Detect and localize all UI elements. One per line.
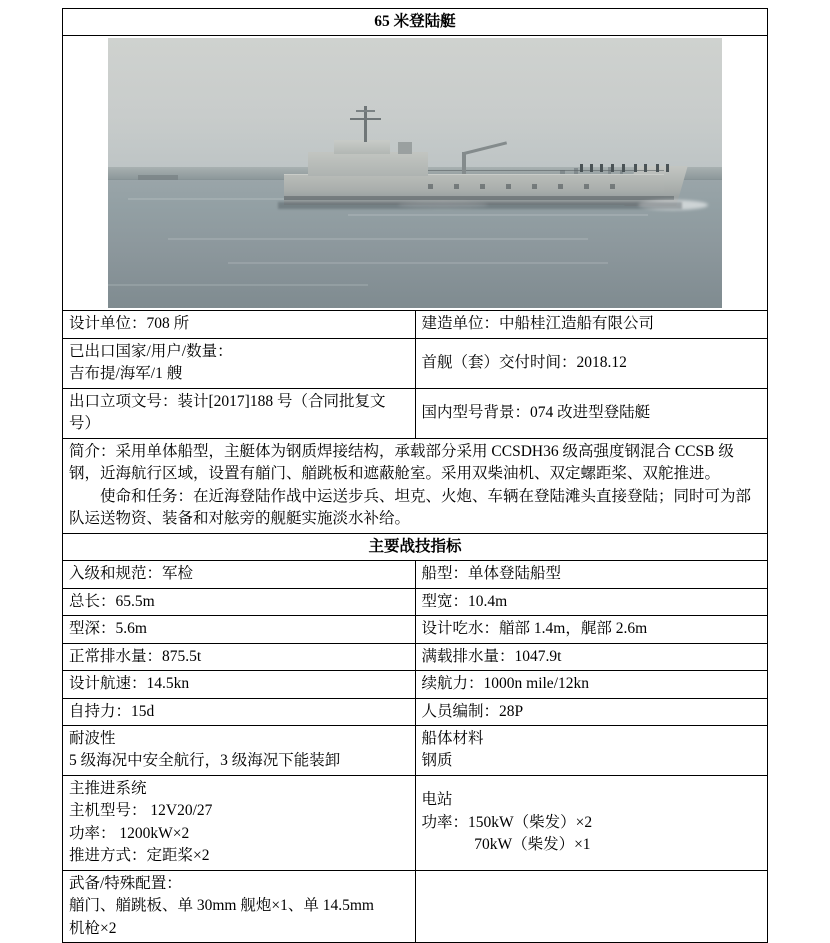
value-export-project-no: 装计[2017]188 号（合同批复文号） (69, 392, 386, 433)
cell-ship-type (415, 561, 768, 588)
crane-post (462, 152, 466, 174)
cell-endurance (415, 671, 768, 698)
value-beam: 10.4m (468, 592, 508, 610)
cell-armament-empty (415, 870, 768, 942)
intro-paragraph-1 (69, 441, 761, 486)
value-propulsion-method: 推进方式：定距桨×2 (69, 847, 210, 865)
label-overall-length: 总长： (69, 592, 116, 610)
label-introduction: 简介： (69, 442, 116, 460)
label-domestic-background: 国内型号背景： (421, 404, 531, 422)
label-design-draft: 设计吃水： (421, 620, 500, 638)
table-row-section-header (63, 533, 768, 560)
cell-export-countries (63, 338, 416, 388)
table-row (63, 616, 768, 643)
waterline-shadow (278, 202, 682, 209)
label-propulsion-system: 主推进系统 (69, 779, 147, 797)
value-design-unit: 708 所 (146, 315, 190, 333)
landing-craft (278, 136, 678, 208)
cell-full-displacement (415, 643, 768, 670)
value-ship-type: 单体登陆船型 (468, 565, 562, 583)
cell-domestic-background (415, 388, 768, 438)
cell-first-delivery (415, 338, 768, 388)
label-hull-material: 船体材料 (421, 729, 484, 747)
value-endurance: 1000n mile/12kn (483, 675, 589, 693)
label-seakeeping: 耐波性 (69, 729, 116, 747)
table-row-project-background (63, 388, 768, 438)
label-complement: 人员编制： (421, 702, 500, 720)
label-full-displacement: 满载排水量： (421, 647, 515, 665)
mast-yard-upper (356, 110, 375, 112)
label-endurance: 续航力： (421, 675, 484, 693)
label-self-sustainability: 自持力： (69, 702, 132, 720)
cell-depth (63, 616, 416, 643)
water-streak (168, 238, 588, 240)
crane-boom (464, 142, 507, 156)
cell-class-standard (63, 561, 416, 588)
value-normal-displacement: 875.5t (162, 647, 202, 665)
value-engine-power: 功率： 1200kW×2 (69, 824, 190, 842)
hull-openings (428, 184, 638, 190)
label-beam: 型宽： (421, 592, 469, 610)
table-row-seakeeping (63, 725, 768, 775)
mast-yard (350, 118, 381, 120)
photo-cell (63, 36, 768, 311)
ship-photo (108, 38, 722, 308)
cell-overall-length (63, 588, 416, 615)
label-export-project-no: 出口立项文号： (69, 392, 178, 410)
table-row-export-delivery (63, 338, 768, 388)
value-depth: 5.6m (115, 620, 147, 638)
label-power-station: 电站 (421, 791, 453, 809)
value-builder-unit: 中船桂江造船有限公司 (499, 315, 655, 333)
cell-complement (415, 698, 768, 725)
water-streak (228, 262, 608, 264)
water-streak (108, 284, 368, 286)
table-row-photo (63, 36, 768, 311)
value-overall-length: 65.5m (115, 592, 155, 610)
label-ship-type: 船型： (421, 565, 469, 583)
value-export-countries: 吉布提/海军/1 艘 (69, 365, 183, 383)
crew-on-deck (578, 164, 674, 174)
table-row-armament (63, 870, 768, 942)
cell-normal-displacement (63, 643, 416, 670)
cell-export-project-no (63, 388, 416, 438)
funnel (398, 142, 412, 154)
label-builder-unit: 建造单位： (421, 315, 500, 333)
label-normal-displacement: 正常排水量： (69, 647, 163, 665)
cell-armament (63, 870, 416, 942)
table-row (63, 588, 768, 615)
intro-text-1: 采用单体船型，主艇体为钢质焊接结构，承载部分采用 CCSDH36 级高强度钢混合 CCSB 级钢，近海航行区域，设置有艏门、艏跳板和遮蔽舱室。采用双柴油机、双定螺距桨、双舵推进。 (69, 442, 734, 483)
table-row (63, 698, 768, 725)
table-row-title (63, 9, 768, 36)
label-depth: 型深： (69, 620, 116, 638)
spec-table (62, 8, 768, 943)
cell-propulsion-system (63, 775, 416, 870)
cell-builder-unit (415, 311, 768, 338)
deckhouse (308, 152, 428, 176)
value-hull-material: 钢质 (421, 752, 453, 770)
value-class-standard: 军检 (162, 565, 194, 583)
table-row (63, 643, 768, 670)
label-armament: 武备/特殊配置： (69, 874, 182, 892)
value-domestic-background: 074 改进型登陆艇 (530, 404, 651, 422)
cell-beam (415, 588, 768, 615)
section-title-main-specs: 主要战技指标 (63, 533, 768, 560)
value-seakeeping: 5 级海况中安全航行，3 级海况下能装卸 (69, 752, 341, 770)
cell-design-draft (415, 616, 768, 643)
value-armament-line-2: 机枪×2 (69, 919, 117, 937)
value-design-draft: 艏部 1.4m，艉部 2.6m (499, 620, 648, 638)
cell-design-unit (63, 311, 416, 338)
value-complement: 28P (499, 702, 524, 720)
label-class-standard: 入级和规范： (69, 565, 163, 583)
cell-design-speed (63, 671, 416, 698)
value-armament-line-1: 艏门、艏跳板、单 30mm 舰炮×1、单 14.5mm (69, 897, 374, 915)
label-design-unit: 设计单位： (69, 315, 147, 333)
value-generator-power-2: 70kW（柴发）×1 (474, 836, 591, 854)
table-row (63, 671, 768, 698)
table-row-intro (63, 438, 768, 533)
table-row-propulsion (63, 775, 768, 870)
water-streak (348, 214, 648, 216)
page-title: 65 米登陆艇 (63, 9, 768, 36)
label-first-delivery: 首舰（套）交付时间： (421, 354, 577, 372)
water-streak (128, 198, 288, 200)
cell-self-sustainability (63, 698, 416, 725)
value-full-displacement: 1047.9t (514, 647, 562, 665)
table-row-design-builder (63, 311, 768, 338)
hull-stripe (284, 196, 674, 200)
cell-seakeeping (63, 725, 416, 775)
label-export-countries: 已出口国家/用户/数量： (69, 342, 233, 360)
cell-introduction (63, 438, 768, 533)
bridge (334, 140, 390, 154)
value-design-speed: 14.5kn (146, 675, 190, 693)
cell-hull-material (415, 725, 768, 775)
value-self-sustainability: 15d (131, 702, 155, 720)
value-first-delivery: 2018.12 (576, 354, 627, 372)
intro-paragraph-2: 使命和任务：在近海登陆作战中运送步兵、坦克、火炮、车辆在登陆滩头直接登陆；同时可为部队运送物资、装备和对舷旁的舰艇实施淡水补给。 (69, 487, 752, 528)
value-engine-model: 主机型号： 12V20/27 (69, 802, 213, 820)
table-row (63, 561, 768, 588)
cell-power-station (415, 775, 768, 870)
value-generator-power-1: 功率：150kW（柴发）×2 (421, 813, 593, 831)
label-design-speed: 设计航速： (69, 675, 147, 693)
